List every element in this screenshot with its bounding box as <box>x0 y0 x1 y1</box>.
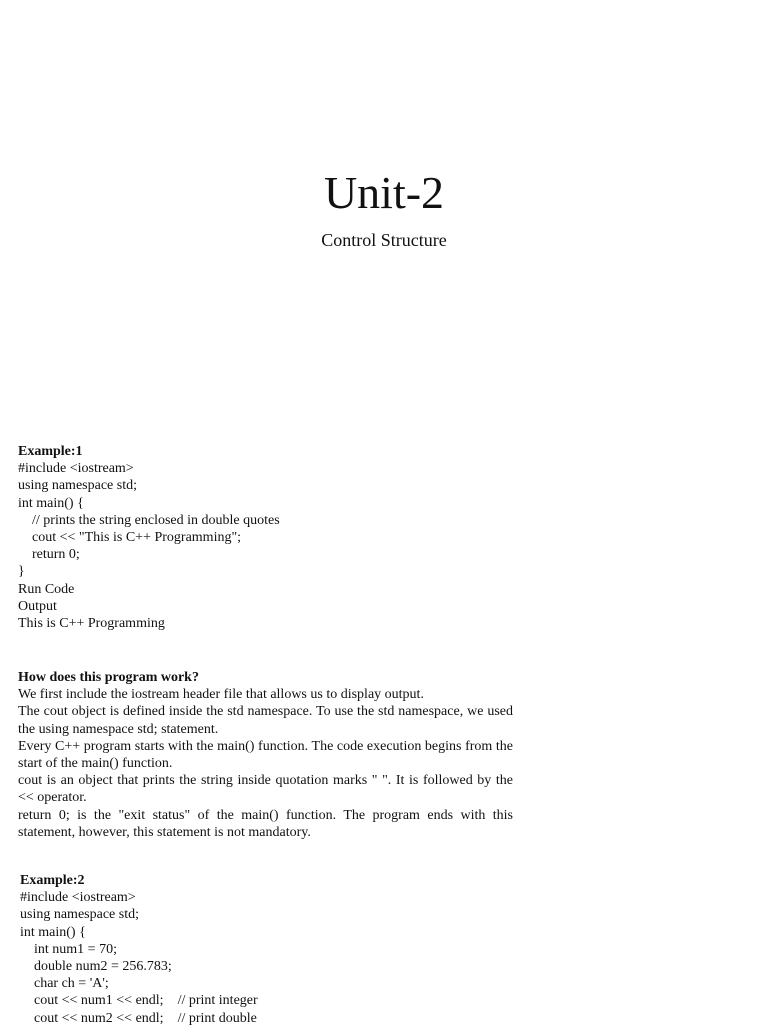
code-line: #include <iostream> <box>18 461 134 477</box>
example-2-heading: Example:2 <box>20 873 85 888</box>
explanation-paragraph: We first include the iostream header file that allows us to display output. <box>18 687 424 703</box>
code-line: cout << num1 << endl; // print integer <box>20 993 258 1009</box>
code-line: int main() { <box>20 924 86 940</box>
code-line: #include <iostream> <box>20 890 136 906</box>
output-text: This is C++ Programming <box>18 615 165 631</box>
code-line: return 0; <box>18 547 80 563</box>
example-1-heading: Example:1 <box>18 444 83 459</box>
code-line: cout << num2 << endl; // print double <box>20 1010 257 1026</box>
output-label: Output <box>18 598 57 614</box>
code-line: // prints the string enclosed in double quotes <box>18 512 280 528</box>
explanation-paragraph: return 0; is the "exit status" of the main() function. The program ends with this statement, however, this statement is not mandatory. <box>18 807 513 840</box>
explanation-paragraph: cout is an object that prints the string inside quotation marks " ". It is followed by the << operator. <box>18 773 513 806</box>
explanation-paragraph: Every C++ program starts with the main() function. The code execution begins from the start of the main() function. <box>18 738 513 771</box>
example-1-section <box>18 443 280 632</box>
code-line: cout << "This is C++ Programming"; <box>18 529 242 545</box>
explanation-heading: How does this program work? <box>18 670 199 685</box>
page-subtitle: Control Structure <box>321 230 447 250</box>
run-code-text: Run Code <box>18 581 75 597</box>
code-line: double num2 = 256.783; <box>20 958 172 974</box>
code-line: char ch = 'A'; <box>20 976 109 992</box>
code-line: int main() { <box>18 495 84 511</box>
page-title: Unit-2 <box>323 167 445 218</box>
code-line: int num1 = 70; <box>20 941 117 957</box>
code-line: using namespace std; <box>20 907 139 923</box>
example-2-section <box>20 872 258 1027</box>
explanation-paragraph: The cout object is defined inside the std namespace. To use the std namespace, we used the using namespace std; statement. <box>18 704 513 737</box>
code-line: } <box>18 564 25 580</box>
explanation-section <box>18 669 513 841</box>
code-line: using namespace std; <box>18 478 137 494</box>
